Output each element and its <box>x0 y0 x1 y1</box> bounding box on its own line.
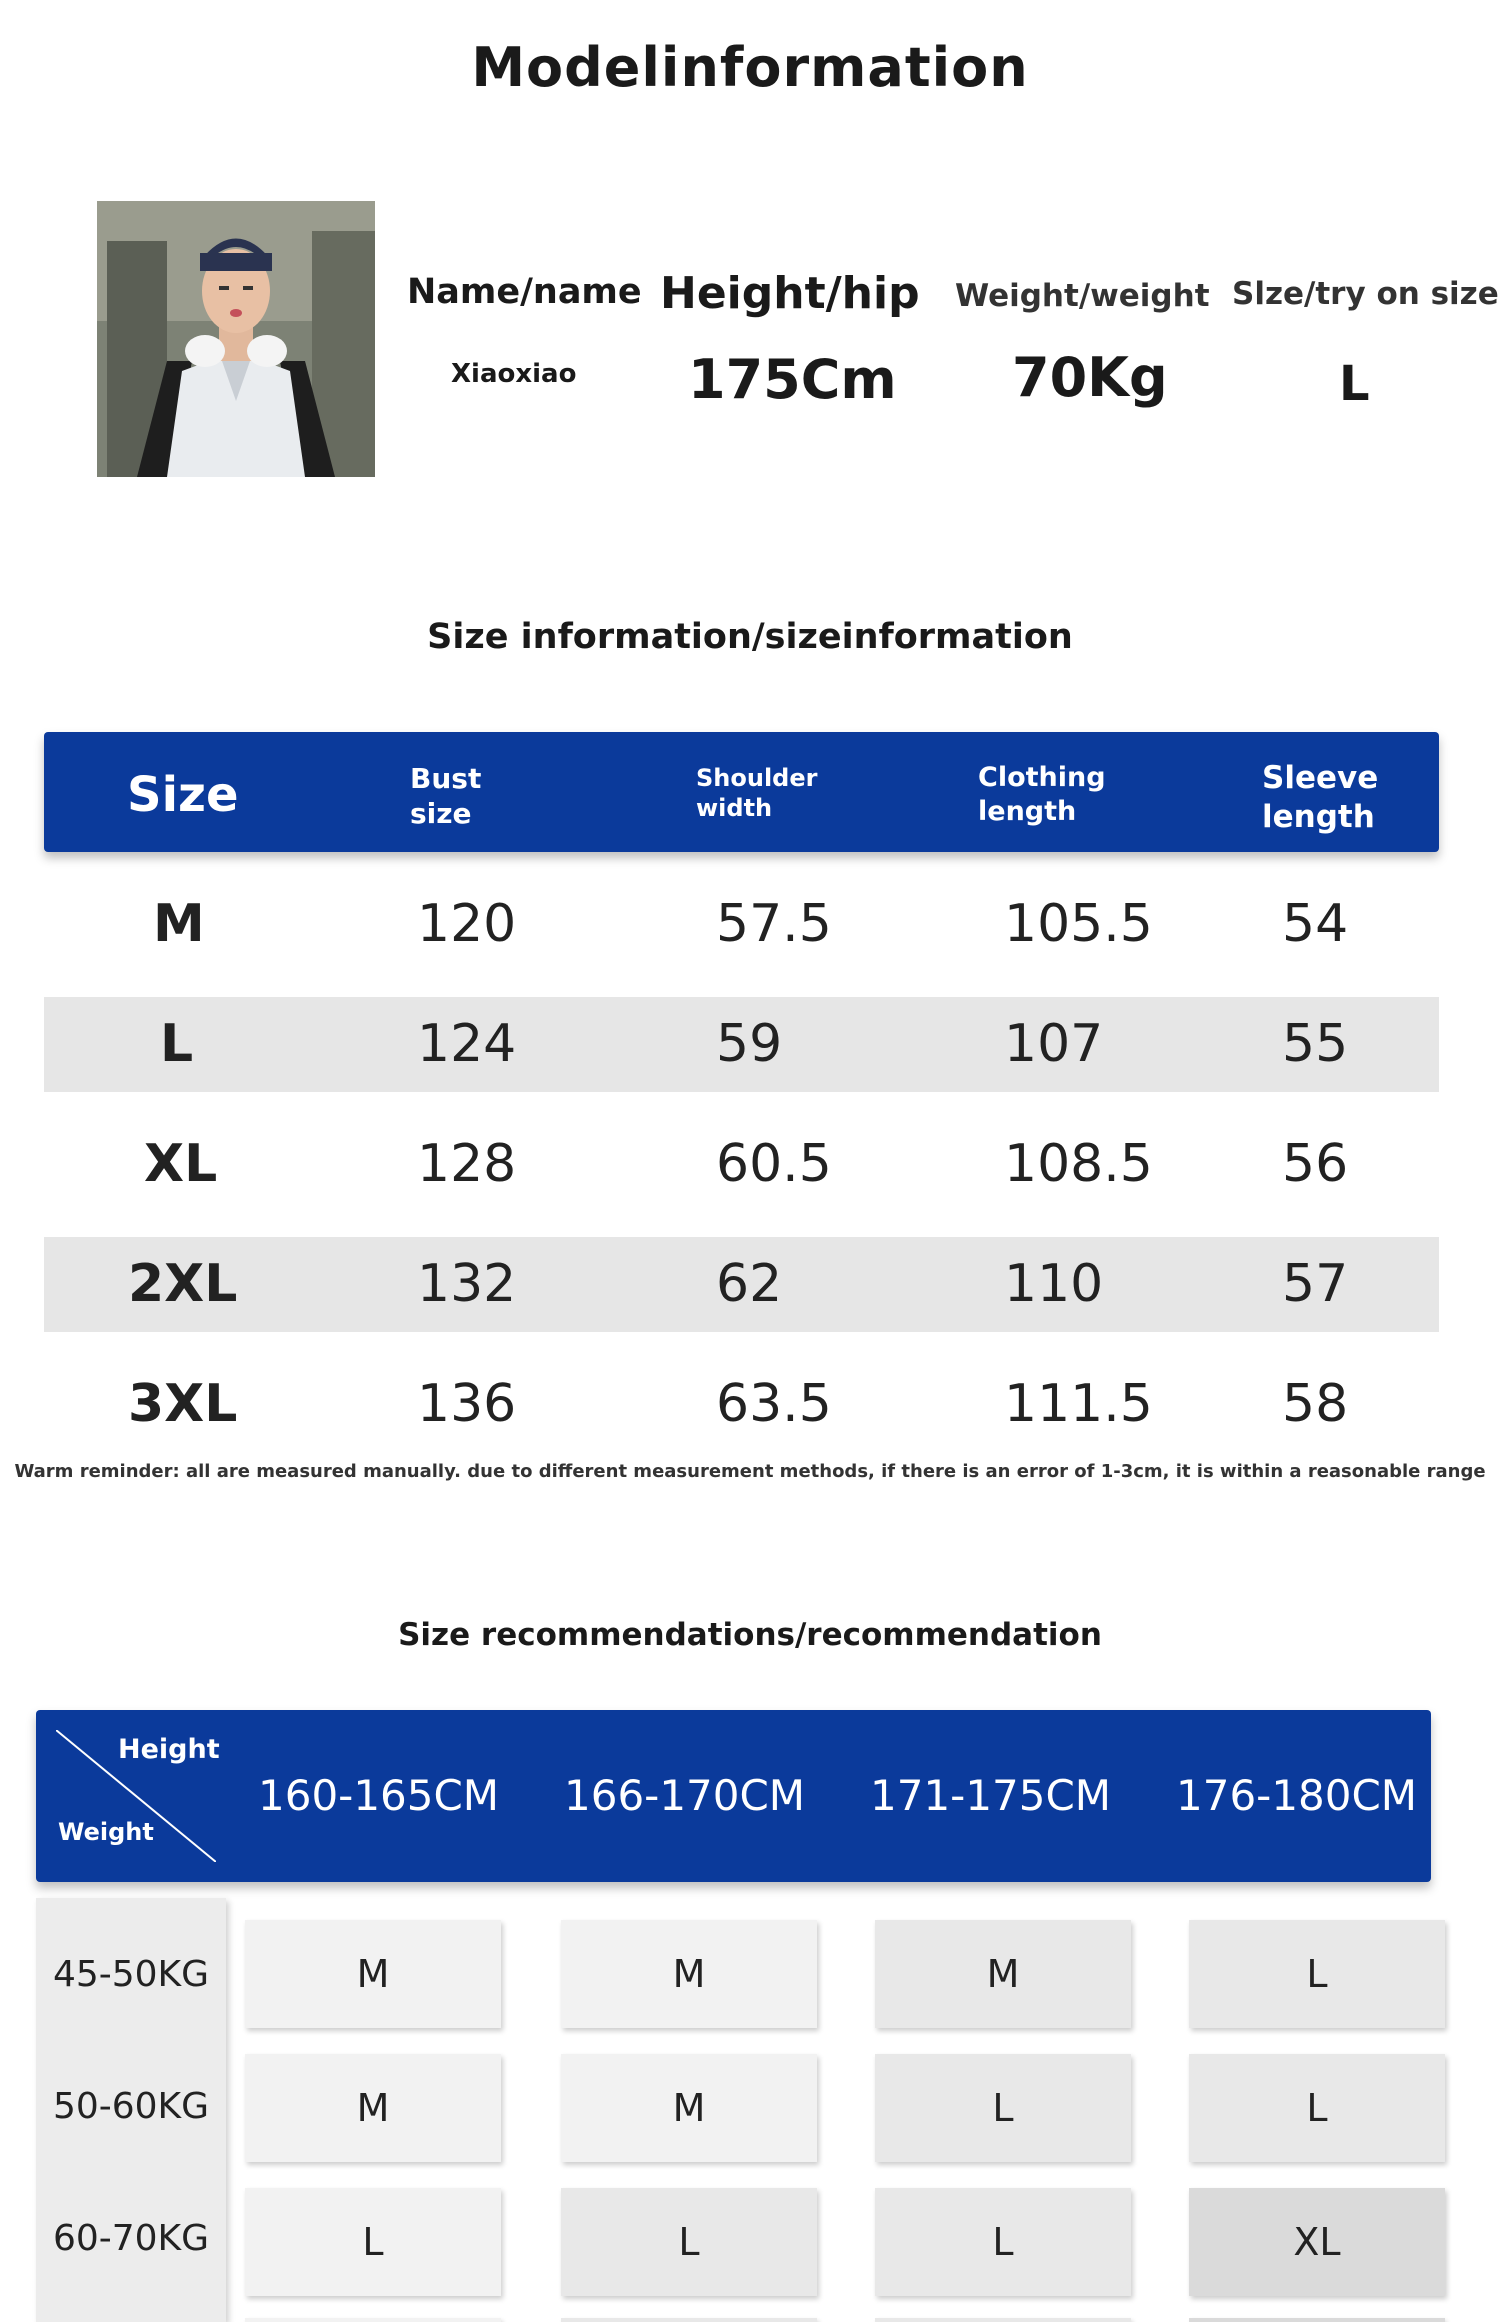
size-header-bust <box>410 761 481 831</box>
size-cell: XL <box>144 1134 218 1194</box>
shoulder-cell: 62 <box>716 1254 783 1314</box>
size-table-header <box>44 732 1439 852</box>
recommend-cell: M <box>875 1920 1131 2028</box>
bust-cell: 132 <box>417 1254 517 1314</box>
recommend-table-header <box>36 1710 1431 1882</box>
size-cell: M <box>153 894 205 954</box>
recommend-cell: M <box>561 1920 817 2028</box>
model-size-value: L <box>1339 356 1370 412</box>
recommend-cell: L <box>875 2054 1131 2162</box>
size-header-sleeve <box>1262 759 1378 837</box>
model-height-label: Height/hip <box>660 268 920 319</box>
model-name-label: Name/name <box>407 272 642 312</box>
bust-cell: 124 <box>417 1014 517 1074</box>
clothing-cell: 108.5 <box>1004 1134 1153 1194</box>
clothing-cell: 105.5 <box>1004 894 1153 954</box>
shoulder-cell: 59 <box>716 1014 783 1074</box>
model-photo <box>97 201 375 477</box>
recommend-cell-partial <box>245 2318 501 2322</box>
recommend-cell: M <box>561 2054 817 2162</box>
size-header-size: Size <box>127 767 239 823</box>
size-header-sleeve-line1: Sleeve <box>1262 760 1379 796</box>
sleeve-cell: 57 <box>1282 1254 1349 1314</box>
recommend-title: Size recommendations/recommendation <box>398 1617 1102 1653</box>
shoulder-cell: 57.5 <box>716 894 832 954</box>
weight-range-label: 60-70KG <box>52 2218 210 2259</box>
weight-range-label: 50-60KG <box>52 2086 210 2127</box>
size-table-row <box>44 1237 1439 1332</box>
sleeve-cell: 56 <box>1282 1134 1349 1194</box>
size-header-clothing-line2: length <box>978 795 1077 827</box>
measurement-reminder: Warm reminder: all are measured manually. due to different measurement methods, if there is an error of 1-3cm, it is within a reasonable range <box>14 1461 1486 1482</box>
bust-cell: 120 <box>417 894 517 954</box>
recommend-cell-partial <box>1189 2318 1445 2322</box>
shoulder-cell: 60.5 <box>716 1134 832 1194</box>
recommend-cell: XL <box>1189 2188 1445 2296</box>
model-size-label: Slze/try on size <box>1232 276 1499 312</box>
size-info-title: Size information/sizeinformation <box>427 617 1073 657</box>
size-cell: 2XL <box>128 1254 238 1314</box>
height-range-header: 160-165CM <box>258 1771 500 1820</box>
recommend-cell-partial <box>561 2318 817 2322</box>
height-range-header: 171-175CM <box>870 1771 1112 1820</box>
sleeve-cell: 54 <box>1282 894 1349 954</box>
page-title: Modelinformation <box>471 36 1029 99</box>
size-table-row <box>44 1357 1439 1452</box>
bust-cell: 136 <box>417 1374 517 1434</box>
recommend-cell: M <box>245 2054 501 2162</box>
size-header-bust-line1: Bust <box>410 762 482 795</box>
height-range-header: 166-170CM <box>564 1771 806 1820</box>
clothing-cell: 111.5 <box>1004 1374 1153 1434</box>
corner-height-label: Height <box>118 1734 220 1765</box>
size-table-row <box>44 997 1439 1092</box>
recommend-cell: L <box>245 2188 501 2296</box>
size-header-shoulder <box>696 763 817 823</box>
shoulder-cell: 63.5 <box>716 1374 832 1434</box>
recommend-cell-partial <box>875 2318 1131 2322</box>
corner-weight-label: Weight <box>58 1818 154 1846</box>
clothing-cell: 110 <box>1004 1254 1104 1314</box>
size-header-clothing-line1: Clothing <box>978 762 1106 793</box>
model-photo-image <box>97 201 375 477</box>
height-range-header: 176-180CM <box>1176 1771 1418 1820</box>
size-header-clothing <box>978 761 1106 829</box>
bust-cell: 128 <box>417 1134 517 1194</box>
size-table-row <box>44 1117 1439 1212</box>
size-header-shoulder-line2: width <box>696 794 773 822</box>
size-header-shoulder-line1: Shoulder <box>696 764 818 792</box>
sleeve-cell: 58 <box>1282 1374 1349 1434</box>
clothing-cell: 107 <box>1004 1014 1104 1074</box>
size-cell: 3XL <box>128 1374 238 1434</box>
model-height-value: 175Cm <box>688 348 897 411</box>
recommend-cell: L <box>561 2188 817 2296</box>
size-table-row <box>44 877 1439 972</box>
recommend-cell: L <box>1189 1920 1445 2028</box>
sleeve-cell: 55 <box>1282 1014 1349 1074</box>
weight-range-label: 45-50KG <box>52 1954 210 1995</box>
weight-range-column <box>36 1898 226 2322</box>
model-weight-label: Weight/weight <box>955 278 1210 314</box>
size-header-sleeve-line2: length <box>1262 798 1375 835</box>
model-name-value: Xiaoxiao <box>451 359 577 389</box>
recommend-cell: L <box>875 2188 1131 2296</box>
recommend-cell: L <box>1189 2054 1445 2162</box>
model-weight-value: 70Kg <box>1012 346 1168 409</box>
size-header-bust-line2: size <box>410 797 472 830</box>
size-cell: L <box>160 1014 194 1074</box>
recommend-cell: M <box>245 1920 501 2028</box>
